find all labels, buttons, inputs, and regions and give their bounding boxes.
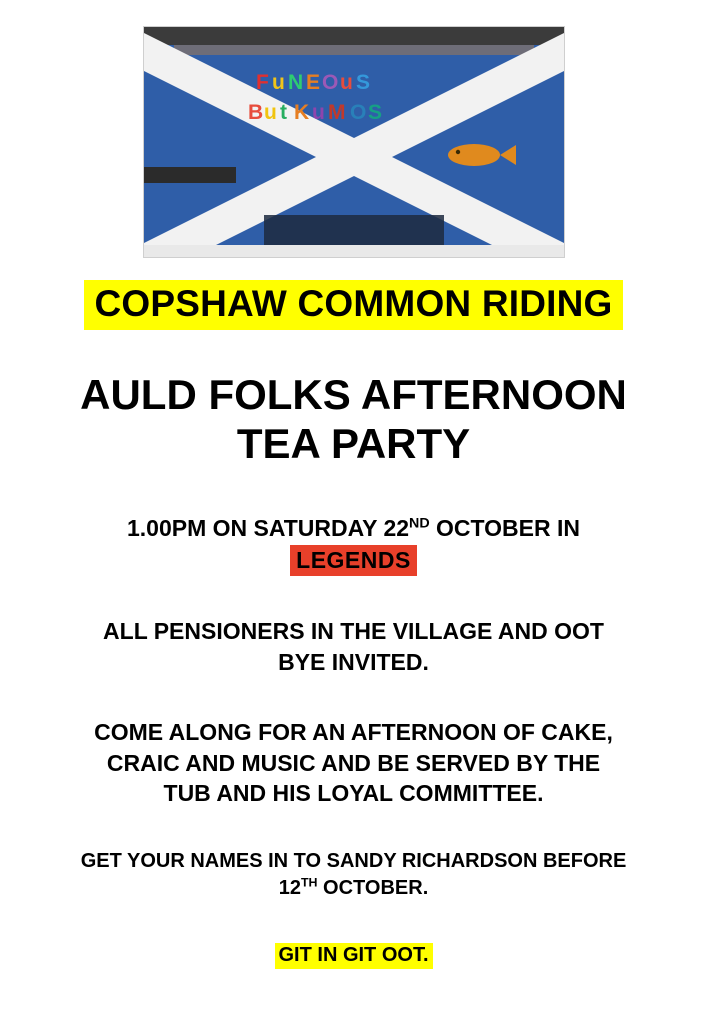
svg-text:S: S bbox=[367, 101, 382, 124]
svg-text:E: E bbox=[305, 71, 320, 94]
rsvp-line-2 bbox=[34, 875, 674, 901]
svg-text:K: K bbox=[293, 101, 309, 124]
rsvp-line-1: GET YOUR NAMES IN TO SANDY RICHARDSON BEFORE bbox=[80, 850, 627, 873]
rsvp-deadline-number: 12 bbox=[278, 876, 301, 899]
saltire-flag-graphic bbox=[144, 27, 564, 257]
rsvp-deadline-ordinal: TH bbox=[300, 875, 318, 889]
rsvp-deadline-month: OCTOBER. bbox=[317, 876, 429, 899]
svg-text:S: S bbox=[355, 71, 370, 94]
poster-heading bbox=[34, 370, 674, 469]
poster-heading-line-1: AULD FOLKS AFTERNOON bbox=[80, 370, 627, 418]
event-when-block bbox=[44, 513, 664, 577]
event-venue-row bbox=[44, 545, 664, 576]
description-line-1: COME ALONG FOR AN AFTERNOON OF CAKE, bbox=[94, 719, 613, 746]
description-block bbox=[44, 717, 664, 808]
event-venue: LEGENDS bbox=[290, 545, 417, 576]
description-line-2: CRAIC AND MUSIC AND BE SERVED BY THE bbox=[106, 749, 601, 776]
svg-text:u: u bbox=[311, 101, 325, 124]
invitation-line-1: ALL PENSIONERS IN THE VILLAGE AND OOT bbox=[103, 618, 604, 645]
description-line-3: TUB AND HIS LOYAL COMMITTEE. bbox=[163, 779, 544, 806]
invitation-line-2: BYE INVITED. bbox=[278, 648, 429, 675]
svg-text:O: O bbox=[349, 101, 366, 124]
poster-title-row bbox=[0, 280, 707, 330]
poster-heading-line-2: TEA PARTY bbox=[236, 420, 471, 468]
rsvp-block bbox=[34, 848, 674, 901]
invitation-block bbox=[44, 616, 664, 677]
event-datetime-line bbox=[44, 513, 664, 543]
svg-text:O: O bbox=[321, 71, 338, 94]
event-datetime-prefix: 1.00PM ON SATURDAY 22 bbox=[126, 514, 410, 541]
closing-row bbox=[0, 943, 707, 969]
event-datetime-suffix: OCTOBER IN bbox=[429, 514, 581, 541]
svg-text:u: u bbox=[339, 71, 353, 94]
svg-text:t: t bbox=[279, 101, 287, 124]
svg-text:F: F bbox=[255, 71, 269, 94]
poster-page bbox=[0, 26, 707, 1026]
saltire-flag-photo bbox=[143, 26, 565, 258]
closing-slogan: GIT IN GIT OOT. bbox=[275, 943, 433, 969]
svg-text:N: N bbox=[287, 71, 303, 94]
svg-text:B: B bbox=[247, 101, 263, 124]
svg-text:u: u bbox=[263, 101, 277, 124]
svg-text:M: M bbox=[327, 101, 345, 124]
event-date-ordinal: ND bbox=[409, 515, 430, 532]
poster-title: COPSHAW COMMON RIDING bbox=[84, 280, 622, 330]
svg-text:u: u bbox=[271, 71, 285, 94]
